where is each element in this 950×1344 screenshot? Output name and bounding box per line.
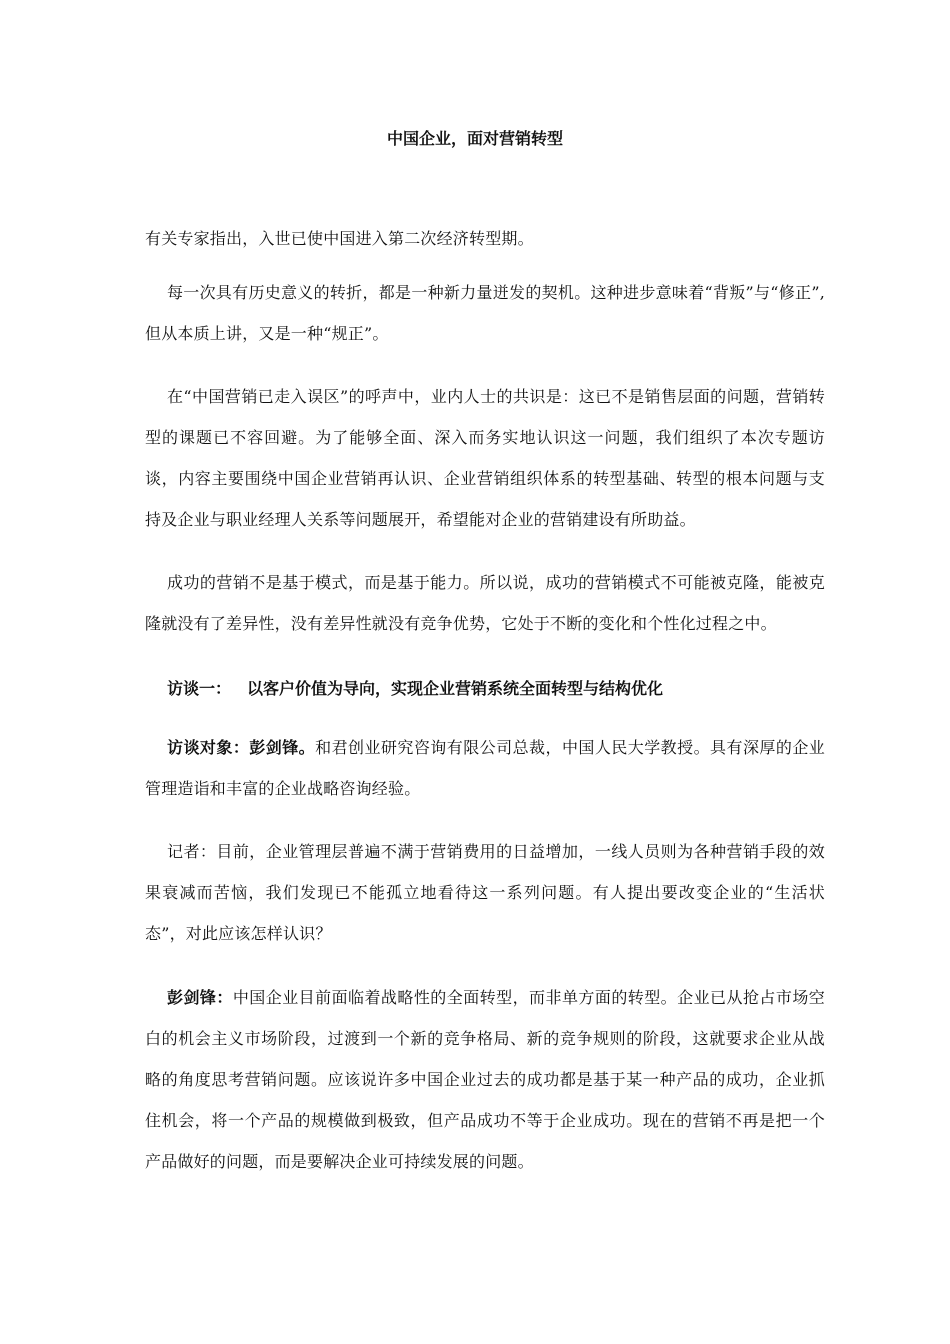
answer-text: 中国企业目前面临着战略性的全面转型，而非单方面的转型。企业已从抢占市场空白的机会主义市场阶段，过渡到一个新的竞争格局、新的竞争规则的阶段，这就要求企业从战略的角度思考营销问题。应该说许多中国企业过去的成功都是基于某一种产品的成功，企业抓住机会，将一个产品的规模做到极致，但产品成功不等于企业成功。现在的营销不再是把一个产品做好的问题，而是要解决企业可持续发展的问题。: [145, 988, 825, 1171]
paragraph-turning-point: 每一次具有历史意义的转折，都是一种新力量迸发的契机。这种进步意味着“背叛”与“修正”,但从本质上讲，又是一种“规正”。: [145, 283, 825, 343]
interview-title: 以客户价值为导向，实现企业营销系统全面转型与结构优化: [247, 679, 664, 698]
interview-heading: [167, 677, 827, 701]
paragraph-consensus: 在“中国营销已走入误区”的呼声中，业内人士的共识是：这已不是销售层面的问题，营销转型的课题已不容回避。为了能够全面、深入而务实地认识这一问题，我们组织了本次专题访谈，内容主要围绕中国企业营销再认识、企业营销组织体系的转型基础、转型的根本问题与支持及企业与职业经理人关系等问题展开，希望能对企业的营销建设有所助益。: [145, 387, 825, 529]
subject-description: 和君创业研究咨询有限公司总裁，中国人民大学教授。具有深厚的企业管理造诣和丰富的企业战略咨询经验。: [145, 738, 825, 798]
interviewee-answer: [145, 977, 825, 1182]
subject-label: 访谈对象：彭剑锋。: [167, 738, 316, 757]
intro-paragraph: 有关专家指出，入世已使中国进入第二次经济转型期。: [145, 229, 534, 248]
interview-subject: [145, 727, 825, 809]
interview-label: 访谈一：: [167, 679, 232, 698]
document-title: 中国企业，面对营销转型: [386, 129, 563, 148]
paragraph-capability: 成功的营销不是基于模式，而是基于能力。所以说，成功的营销模式不可能被克隆，能被克隆就没有了差异性，没有差异性就没有竞争优势，它处于不断的变化和个性化过程之中。: [145, 573, 825, 633]
reporter-question: 记者：目前，企业管理层普遍不满于营销费用的日益增加，一线人员则为各种营销手段的效果衰减而苦恼，我们发现已不能孤立地看待这一系列问题。有人提出要改变企业的“生活状态”，对此应该怎样认识？: [145, 842, 825, 943]
answer-label: 彭剑锋：: [167, 988, 233, 1007]
